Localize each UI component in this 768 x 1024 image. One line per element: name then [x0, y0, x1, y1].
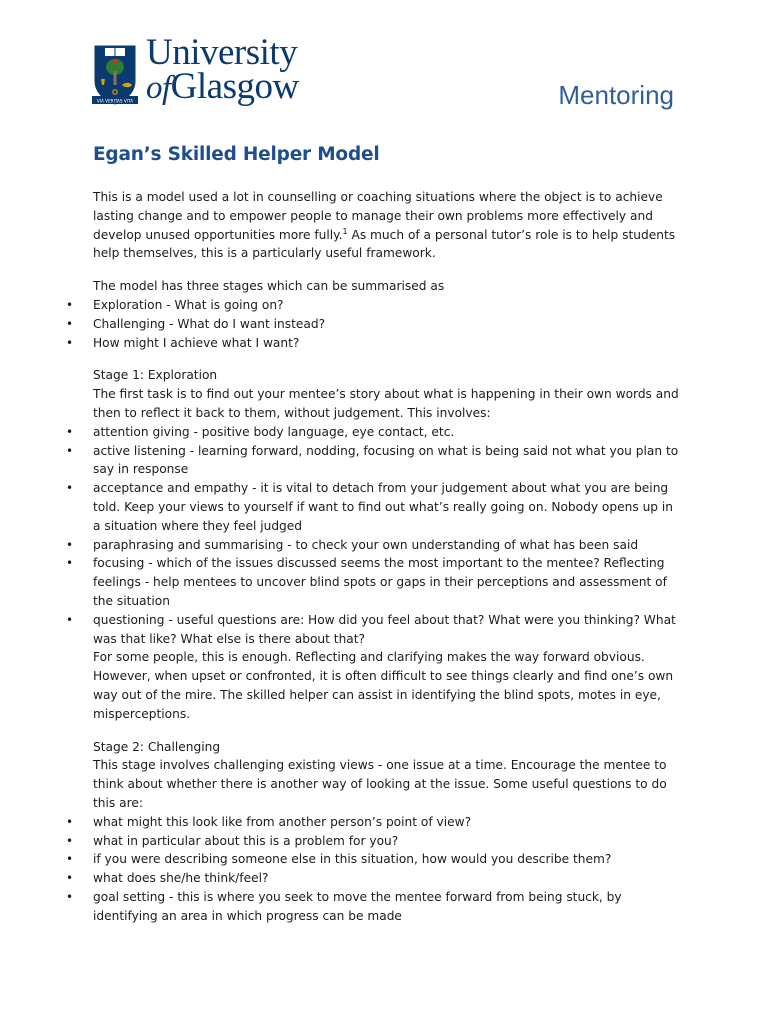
document-body — [66, 142, 683, 925]
university-crest-icon — [92, 43, 138, 107]
university-name-glasgow: Glasgow — [170, 66, 299, 107]
bullet-icon: • — [66, 612, 74, 627]
stage1-closing: For some people, this is enough. Reflecting and clarifying makes the way forward obvious. However, when upset or confronted, it is often difficult to see things clearly and find one’s own way out of the mire. The skilled helper can assist in identifying the blind spots, motes in eye, misperceptions. — [93, 650, 674, 721]
section-title: Mentoring — [558, 80, 674, 110]
page-header — [0, 0, 768, 120]
list-item: • what does she/he think/feel? — [93, 869, 683, 888]
bullet-icon: • — [66, 481, 74, 496]
list-item: • acceptance and empathy - it is vital to detach from your judgement about what you are being told. Keep your views to yourself if want to find out what’s really going on. Nobody opens up in a situation where they feel judged — [66, 481, 674, 533]
intro-text: This is a model used a lot in counselling or coaching situations where the object is to achieve lasting change and to empower people to manage their own problems more effectively and develop unused opportunities more fully. — [93, 190, 663, 242]
bullet-icon: • — [66, 833, 74, 848]
bullet-icon: • — [66, 316, 74, 331]
stages-summary-list — [66, 296, 683, 352]
list-item: • active listening - learning forward, nodding, focusing on what is being said not what you plan to say in response — [66, 443, 679, 477]
bullet-icon: • — [66, 871, 74, 886]
bullet-icon: • — [66, 852, 74, 867]
bullet-icon: • — [66, 537, 74, 552]
stages-summary-lead: The model has three stages which can be summarised as — [93, 279, 445, 294]
list-item: • How might I achieve what I want? — [93, 334, 683, 353]
logo-motto: VIA VERITAS VITA — [96, 98, 134, 104]
intro-paragraph — [93, 188, 683, 263]
stage1-list — [66, 423, 683, 649]
list-item: • questioning - useful questions are: How did you feel about that? What were you thinking? What was that like? What else is there about that? — [66, 612, 676, 646]
university-name-line2 — [146, 66, 336, 107]
footnote-marker[interactable]: 1 — [342, 226, 348, 236]
bullet-icon: • — [66, 335, 74, 350]
university-name-of: of — [146, 70, 171, 106]
bullet-icon: • — [66, 889, 74, 904]
stage2-lead: This stage involves challenging existing views - one issue at a time. Encourage the mentee to think about whether there is another way of looking at the issue. Some useful questions to do this are: — [93, 758, 667, 810]
stage2-heading: Stage 2: Challenging — [93, 739, 221, 754]
bullet-icon: • — [66, 556, 74, 571]
list-item: • what in particular about this is a problem for you? — [93, 832, 683, 851]
bullet-icon: • — [66, 814, 74, 829]
university-name-line1: University — [146, 32, 298, 73]
list-item: • focusing - which of the issues discussed seems the most important to the mentee? Reflecting feelings - help mentees to uncover blind spots or gaps in their perceptions and assessment of the situation — [66, 556, 667, 608]
stage1-heading: Stage 1: Exploration — [93, 368, 218, 383]
list-item: • what might this look like from another person’s point of view? — [93, 813, 683, 832]
bullet-icon: • — [66, 424, 74, 439]
university-wordmark — [146, 32, 336, 107]
bullet-icon: • — [66, 443, 74, 458]
list-item: • paraphrasing and summarising - to check your own understanding of what has been said — [93, 536, 683, 555]
list-item: • if you were describing someone else in this situation, how would you describe them? — [93, 850, 683, 869]
list-item: • Exploration - What is going on? — [93, 296, 683, 315]
list-item: • attention giving - positive body language, eye contact, etc. — [93, 423, 683, 442]
stage2-list — [66, 813, 683, 926]
list-item: • Challenging - What do I want instead? — [93, 315, 683, 334]
intro-text-continued: As much of a personal tutor’s role is to help students help themselves, this is a particularly useful framework. — [93, 227, 676, 261]
bullet-icon: • — [66, 297, 74, 312]
stage1-lead: The first task is to find out your mentee’s story about what is happening in their own words and then to reflect it back to them, without judgement. This involves: — [93, 387, 679, 420]
list-item: • goal setting - this is where you seek to move the mentee forward from being stuck, by identifying an area in which progress can be made — [66, 889, 622, 923]
document-title: Egan’s Skilled Helper Model — [93, 144, 380, 165]
